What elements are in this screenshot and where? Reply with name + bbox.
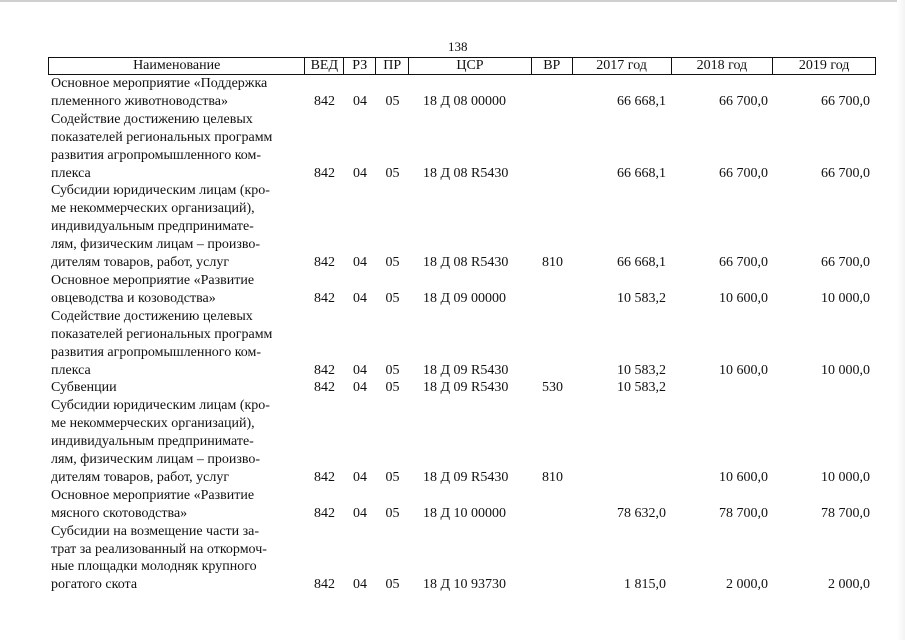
table-row bbox=[48, 272, 876, 308]
header-2017: 2017 год bbox=[573, 58, 672, 74]
name-line: дителям товаров, работ, услуг bbox=[51, 469, 230, 485]
cell-ved: 842 bbox=[314, 577, 335, 593]
name-line: Содействие достижению целевых bbox=[51, 111, 253, 127]
name-line: ме некоммерческих организаций), bbox=[51, 201, 255, 217]
table-row bbox=[48, 523, 876, 595]
cell-2017: 66 668,1 bbox=[617, 93, 666, 109]
cell-2019: 10 000,0 bbox=[821, 362, 870, 378]
name-line: индивидуальным предпринимате- bbox=[51, 219, 254, 235]
cell-2017: 66 668,1 bbox=[617, 165, 666, 181]
cell-name bbox=[48, 182, 305, 272]
page-number: 138 bbox=[448, 39, 468, 54]
name-line: мясного скотоводства» bbox=[51, 505, 188, 521]
name-line: Основное мероприятие «Поддержка bbox=[51, 76, 268, 91]
name-line: показателей региональных программ bbox=[51, 129, 273, 145]
name-line: ме некоммерческих организаций), bbox=[51, 416, 255, 432]
name-line: овцеводства и козоводства» bbox=[51, 290, 216, 306]
cell-csr: 18 Д 09 R5430 bbox=[423, 380, 509, 396]
cell-2017: 78 632,0 bbox=[617, 505, 666, 521]
name-line: трат за реализованный на откормоч- bbox=[51, 541, 267, 557]
name-line: ные площадки молодняк крупного bbox=[51, 559, 257, 575]
cell-2017: 66 668,1 bbox=[617, 255, 666, 271]
name-line: лям, физическим лицам – произво- bbox=[51, 452, 261, 468]
name-line: развития агропромышленного ком- bbox=[51, 147, 262, 163]
cell-vr: 810 bbox=[542, 469, 563, 485]
cell-name bbox=[48, 397, 305, 487]
header-rz: РЗ bbox=[344, 58, 376, 74]
table-row bbox=[48, 182, 876, 272]
cell-ved: 842 bbox=[314, 93, 335, 109]
header-pr: ПР bbox=[376, 58, 409, 74]
header-name: Наименование bbox=[49, 58, 305, 74]
cell-csr: 18 Д 09 00000 bbox=[423, 290, 507, 306]
cell-2019: 66 700,0 bbox=[821, 93, 870, 109]
cell-csr: 18 Д 08 R5430 bbox=[423, 165, 509, 181]
cell-2018: 66 700,0 bbox=[719, 165, 768, 181]
cell-2018: 78 700,0 bbox=[719, 505, 768, 521]
cell-pr: 05 bbox=[385, 93, 400, 109]
header-csr: ЦСР bbox=[409, 58, 532, 74]
cell-csr: 18 Д 10 93730 bbox=[423, 577, 507, 593]
cell-ved: 842 bbox=[314, 380, 335, 396]
table-row bbox=[48, 487, 876, 523]
cell-pr: 05 bbox=[385, 577, 400, 593]
cell-2017: 1 815,0 bbox=[624, 577, 666, 593]
cell-rz: 04 bbox=[353, 290, 367, 306]
cell-name bbox=[48, 523, 305, 595]
cell-ved: 842 bbox=[314, 362, 335, 378]
cell-2019: 2 000,0 bbox=[828, 577, 870, 593]
cell-rz: 04 bbox=[353, 93, 367, 109]
cell-pr: 05 bbox=[385, 380, 400, 396]
cell-rz: 04 bbox=[353, 469, 367, 485]
cell-2019: 66 700,0 bbox=[821, 255, 870, 271]
cell-name bbox=[48, 379, 305, 397]
cell-csr: 18 Д 08 00000 bbox=[423, 93, 507, 109]
name-line: лям, физическим лицам – произво- bbox=[51, 237, 261, 253]
cell-rz: 04 bbox=[353, 577, 367, 593]
cell-pr: 05 bbox=[385, 290, 400, 306]
name-line: Субсидии юридическим лицам (кро- bbox=[51, 183, 270, 199]
table-row bbox=[48, 397, 876, 487]
scan-edge-right bbox=[897, 0, 905, 640]
cell-2017: 10 583,2 bbox=[617, 290, 666, 306]
cell-name bbox=[48, 308, 305, 380]
cell-2018: 10 600,0 bbox=[719, 362, 768, 378]
cell-2019: 10 000,0 bbox=[821, 469, 870, 485]
table-row bbox=[48, 379, 876, 397]
header-vr: ВР bbox=[532, 58, 573, 74]
name-line: Основное мероприятие «Развитие bbox=[51, 487, 255, 503]
table-body bbox=[48, 75, 876, 594]
cell-csr: 18 Д 09 R5430 bbox=[423, 362, 509, 378]
cell-pr: 05 bbox=[385, 505, 400, 521]
cell-rz: 04 bbox=[353, 505, 367, 521]
cell-2018: 66 700,0 bbox=[719, 93, 768, 109]
header-ved: ВЕД bbox=[305, 58, 344, 74]
cell-rz: 04 bbox=[353, 165, 367, 181]
cell-2018: 10 600,0 bbox=[719, 290, 768, 306]
name-line: Субсидии на возмещение части за- bbox=[51, 523, 260, 539]
cell-2019: 78 700,0 bbox=[821, 505, 870, 521]
table-row bbox=[48, 75, 876, 111]
scan-edge-top bbox=[0, 0, 905, 2]
table-row bbox=[48, 308, 876, 380]
name-line: дителям товаров, работ, услуг bbox=[51, 255, 230, 271]
name-line: рогатого скота bbox=[51, 577, 138, 593]
name-line: плекса bbox=[51, 362, 91, 378]
cell-ved: 842 bbox=[314, 290, 335, 306]
cell-pr: 05 bbox=[385, 469, 400, 485]
cell-csr: 18 Д 08 R5430 bbox=[423, 255, 509, 271]
cell-2019: 10 000,0 bbox=[821, 290, 870, 306]
cell-ved: 842 bbox=[314, 165, 335, 181]
name-line: Содействие достижению целевых bbox=[51, 308, 253, 324]
cell-ved: 842 bbox=[314, 469, 335, 485]
name-line: племенного животноводства» bbox=[51, 93, 228, 109]
cell-name bbox=[48, 111, 305, 183]
cell-pr: 05 bbox=[385, 165, 400, 181]
cell-name bbox=[48, 272, 305, 308]
name-line: Субсидии юридическим лицам (кро- bbox=[51, 398, 270, 414]
cell-rz: 04 bbox=[353, 255, 367, 271]
cell-2018: 2 000,0 bbox=[726, 577, 768, 593]
cell-name bbox=[48, 75, 305, 111]
cell-rz: 04 bbox=[353, 362, 367, 378]
table-header bbox=[48, 57, 876, 75]
cell-pr: 05 bbox=[385, 255, 400, 271]
header-2018: 2018 год bbox=[672, 58, 774, 74]
cell-2018: 66 700,0 bbox=[719, 255, 768, 271]
header-2019: 2019 год bbox=[798, 58, 850, 73]
cell-csr: 18 Д 10 00000 bbox=[423, 505, 507, 521]
name-line: развития агропромышленного ком- bbox=[51, 344, 262, 360]
cell-2019: 66 700,0 bbox=[821, 165, 870, 181]
cell-2017: 10 583,2 bbox=[617, 362, 666, 378]
table-row bbox=[48, 111, 876, 183]
cell-vr: 810 bbox=[542, 255, 563, 271]
cell-ved: 842 bbox=[314, 255, 335, 271]
name-line: индивидуальным предпринимате- bbox=[51, 434, 254, 450]
cell-2018: 10 600,0 bbox=[719, 469, 768, 485]
name-line: Субвенции bbox=[51, 380, 117, 396]
name-line: плекса bbox=[51, 165, 91, 181]
cell-csr: 18 Д 09 R5430 bbox=[423, 469, 509, 485]
cell-2017: 10 583,2 bbox=[617, 380, 666, 396]
name-line: показателей региональных программ bbox=[51, 326, 273, 342]
cell-name bbox=[48, 487, 305, 523]
cell-rz: 04 bbox=[353, 380, 367, 396]
cell-pr: 05 bbox=[385, 362, 400, 378]
cell-ved: 842 bbox=[314, 505, 335, 521]
name-line: Основное мероприятие «Развитие bbox=[51, 272, 255, 288]
cell-vr: 530 bbox=[542, 380, 563, 396]
